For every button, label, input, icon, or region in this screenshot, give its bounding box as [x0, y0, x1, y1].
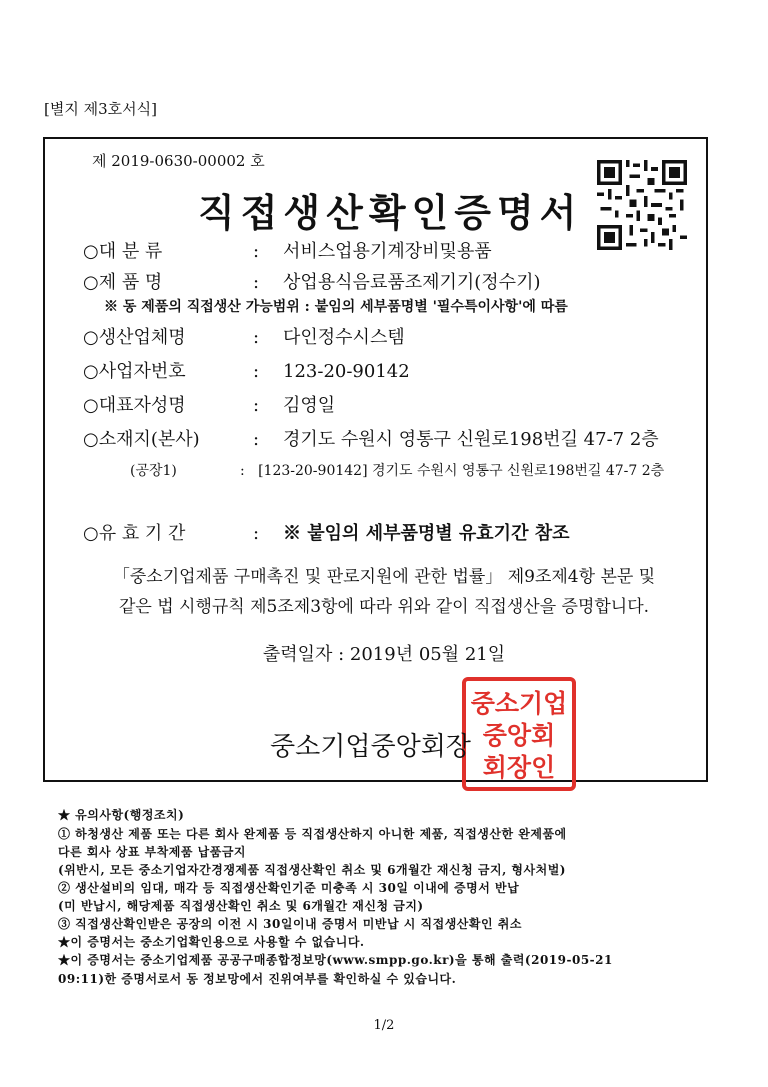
statement-line-1: 「중소기업제품 구매촉진 및 판로지원에 관한 법률」 제9조제4항 본문 및: [112, 567, 656, 587]
row-company: ○생산업체명 : 다인정수시스템: [83, 323, 405, 349]
form-number: [별지 제3호서식]: [44, 100, 157, 118]
row-label: ○대표자성명: [83, 395, 186, 416]
row-label: ○사업자번호: [83, 361, 186, 382]
certificate-title: 직접생산확인증명서: [198, 190, 583, 235]
official-seal-icon: [461, 676, 577, 792]
row-address: ○소재지(본사) : 경기도 수원시 영통구 신원로198번길 47-7 2층: [83, 425, 659, 451]
notice-line: ★이 증명서는 중소기업확인용으로 사용할 수 없습니다.: [58, 935, 365, 949]
certificate-number: 제 2019-0630-00002 호: [92, 152, 265, 170]
seal-line-2: 중앙회: [482, 721, 556, 750]
row-product: ○제 품 명 : 상업용식음료품조제기기(정수기): [83, 268, 540, 294]
row-value: 상업용식음료품조제기기(정수기): [283, 272, 541, 293]
output-date: 출력일자 : 2019년 05월 21일: [262, 644, 506, 665]
issuer-name: 중소기업중앙회장: [270, 732, 471, 762]
notice-line: ★이 증명서는 중소기업제품 공공구매종합정보망(www.smpp.go.kr)을 통해 출력(2019-05-21: [58, 953, 613, 967]
seal-line-1: 중소기업: [470, 689, 568, 718]
row-label: ○생산업체명: [83, 327, 186, 348]
notice-line: 09:11)한 증명서로서 동 정보망에서 진위여부를 확인하실 수 있습니다.: [58, 972, 457, 986]
row-business-number: ○사업자번호 : 123-20-90142: [83, 357, 410, 383]
row-value: 다인정수시스템: [283, 327, 405, 348]
row-label: ○유 효 기 간: [83, 523, 186, 544]
qr-code-icon: [597, 160, 687, 250]
row-value: 김영일: [283, 395, 336, 416]
row-label: ○소재지(본사): [83, 429, 200, 450]
scope-note: ※ 동 제품의 직접생산 가능범위 : 붙임의 세부품명별 '필수특이사항'에 따름: [104, 299, 568, 315]
row-value: ※ 붙임의 세부품명별 유효기간 참조: [283, 523, 570, 544]
notice-line: ③ 직접생산확인받은 공장의 이전 시 30일이내 증명서 미반납 시 직접생산확인 취소: [58, 917, 522, 931]
page-indicator: 1/2: [373, 1018, 395, 1033]
notice-line: ★ 유의사항(행정조치): [58, 808, 185, 822]
row-category: ○대 분 류 : 서비스업용기계장비및용품: [83, 237, 492, 263]
seal-line-3: 회장인: [482, 753, 556, 782]
notice-line: ② 생산설비의 임대, 매각 등 직접생산확인기준 미충족 시 30일 이내에 증명서 반납: [58, 881, 520, 895]
notice-line: (위반시, 모든 중소기업자간경쟁제품 직접생산확인 취소 및 6개월간 재신청 금지, 형사처벌): [58, 863, 566, 877]
notice-line: ① 하청생산 제품 또는 다른 회사 완제품 등 직접생산하지 아니한 제품, 직접생산한 완제품에: [58, 827, 567, 841]
factory-address: : [123-20-90142] 경기도 수원시 영통구 신원로198번길 47-7 2층: [240, 463, 665, 479]
factory-label: (공장1): [130, 463, 177, 479]
row-label: ○제 품 명: [83, 272, 163, 293]
row-label: ○대 분 류: [83, 241, 163, 262]
notice-line: (미 반납시, 해당제품 직접생산확인 취소 및 6개월간 재신청 금지): [58, 899, 424, 913]
statement-line-2: 같은 법 시행규칙 제5조제3항에 따라 위와 같이 직접생산을 증명합니다.: [118, 597, 650, 617]
row-value: 서비스업용기계장비및용품: [283, 241, 492, 262]
row-validity: ○유 효 기 간 : ※ 붙임의 세부품명별 유효기간 참조: [83, 519, 570, 545]
notice-line: 다른 회사 상표 부착제품 납품금지: [58, 845, 247, 859]
row-value: 경기도 수원시 영통구 신원로198번길 47-7 2층: [283, 429, 659, 450]
row-value: 123-20-90142: [283, 361, 410, 382]
row-representative: ○대표자성명 : 김영일: [83, 391, 335, 417]
